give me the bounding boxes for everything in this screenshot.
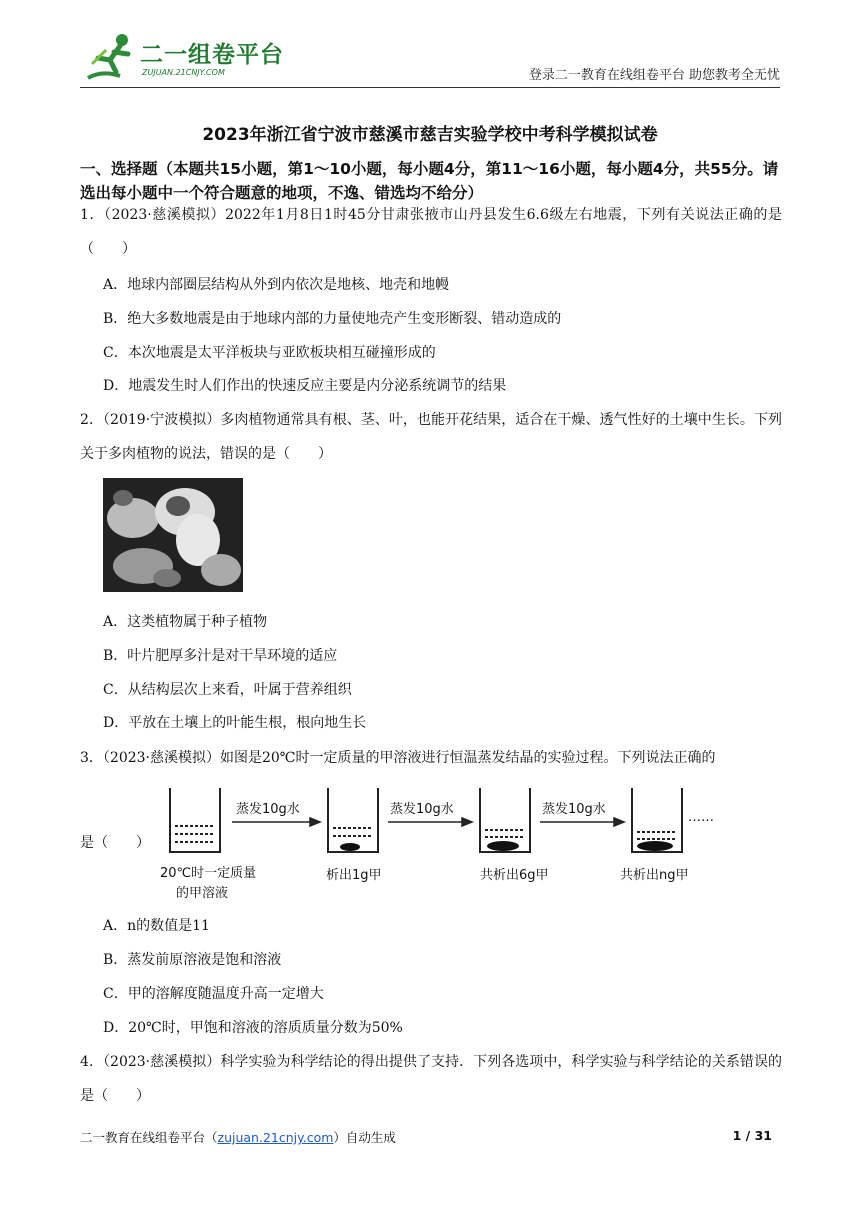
question-3-option-b: B．蒸发前原溶液是饱和溶液	[103, 952, 282, 968]
footer-source	[80, 1128, 396, 1146]
footer-prefix: 二一教育在线组卷平台（	[80, 1130, 218, 1145]
question-3-text: 3．（2023·慈溪模拟）如图是20℃时一定质量的甲溶液进行恒温蒸发结晶的实验过程。下列说法正确的	[80, 750, 716, 766]
logo-title: 二一组卷平台	[140, 42, 284, 68]
beaker-1-caption-line2: 的甲溶液	[176, 886, 229, 901]
question-2-option-a: A．这类植物属于种子植物	[103, 614, 268, 630]
beaker-4-caption: 共析出ng甲	[620, 868, 689, 883]
question-3-option-a: A．n的数值是11	[103, 918, 210, 934]
arrow-3	[540, 818, 624, 826]
question-4-text: 4．（2023·慈溪模拟）科学实验为科学结论的得出提供了支持．下列各选项中，科学实验与科学结论的关系错误的是（ ）	[80, 1054, 782, 1104]
question-3-option-d: D．20℃时，甲饱和溶液的溶质质量分数为50%	[103, 1020, 403, 1036]
question-3-text-tail: 是（ ）	[80, 835, 150, 851]
header-divider	[80, 87, 780, 88]
question-2-option-c: C．从结构层次上来看，叶属于营养组织	[103, 682, 352, 698]
question-2-option-d: D．平放在土壤上的叶能生根，根向地生长	[103, 715, 367, 731]
footer-link[interactable]: zujuan.21cnjy.com	[217, 1130, 334, 1145]
footer-suffix: ）自动生成	[333, 1130, 396, 1145]
beaker-1	[170, 788, 220, 852]
header-slogan: 登录二一教育在线组卷平台 助您教考全无忧	[528, 68, 780, 83]
arrow-3-label: 蒸发10g水	[542, 802, 606, 817]
section-heading: 一、选择题（本题共15小题，第1～10小题，每小题4分，第11～16小题，每小题4分，共55分。请选出每小题中一个符合题意的地项，不逸、错选均不给分）	[80, 160, 779, 202]
beaker-2-caption: 析出1g甲	[326, 868, 382, 883]
succulent-plant-photo	[103, 478, 243, 592]
question-2-text: 2．（2019·宁波模拟）多肉植物通常具有根、茎、叶，也能开花结果，适合在干燥、透气性好的土壤中生长。下列关于多肉植物的说法，错误的是（ ）	[80, 412, 782, 462]
question-1-text: 1．（2023·慈溪模拟）2022年1月8日1时45分甘肃张掖市山丹县发生6.6级左右地震，下列有关说法正确的是（ ）	[80, 207, 782, 257]
evaporation-diagram	[160, 778, 720, 908]
question-3-option-c: C．甲的溶解度随温度升高一定增大	[103, 986, 324, 1002]
arrow-1	[232, 818, 320, 826]
page-number: 1 / 31	[732, 1128, 772, 1143]
page-header	[80, 28, 780, 86]
page-title: 2023年浙江省宁波市慈溪市慈吉实验学校中考科学模拟试卷	[202, 125, 658, 145]
beaker-2	[328, 788, 378, 852]
question-1-option-d: D．地震发生时人们作出的快速反应主要是内分泌系统调节的结果	[103, 378, 507, 394]
question-1-option-c: C．本次地震是太平洋板块与亚欧板块相互碰撞形成的	[103, 345, 436, 361]
arrow-2	[388, 818, 472, 826]
arrow-2-label: 蒸发10g水	[390, 802, 454, 817]
logo-url: ZUJUAN.21CNJY.COM	[142, 68, 225, 77]
arrow-1-label: 蒸发10g水	[236, 802, 300, 817]
question-2-option-b: B．叶片肥厚多汁是对干旱环境的适应	[103, 648, 338, 664]
beaker-3-caption: 共析出6g甲	[480, 868, 549, 883]
question-1-option-b: B．绝大多数地震是由于地球内部的力量使地壳产生变形断裂、错动造成的	[103, 311, 562, 327]
logo-runner-icon	[80, 28, 140, 86]
logo	[80, 28, 300, 86]
beaker-1-caption-line1: 20℃时一定质量	[160, 866, 257, 881]
continuation-dots: ……	[688, 810, 714, 825]
question-1-option-a: A．地球内部圈层结构从外到内依次是地核、地壳和地幔	[103, 277, 450, 293]
